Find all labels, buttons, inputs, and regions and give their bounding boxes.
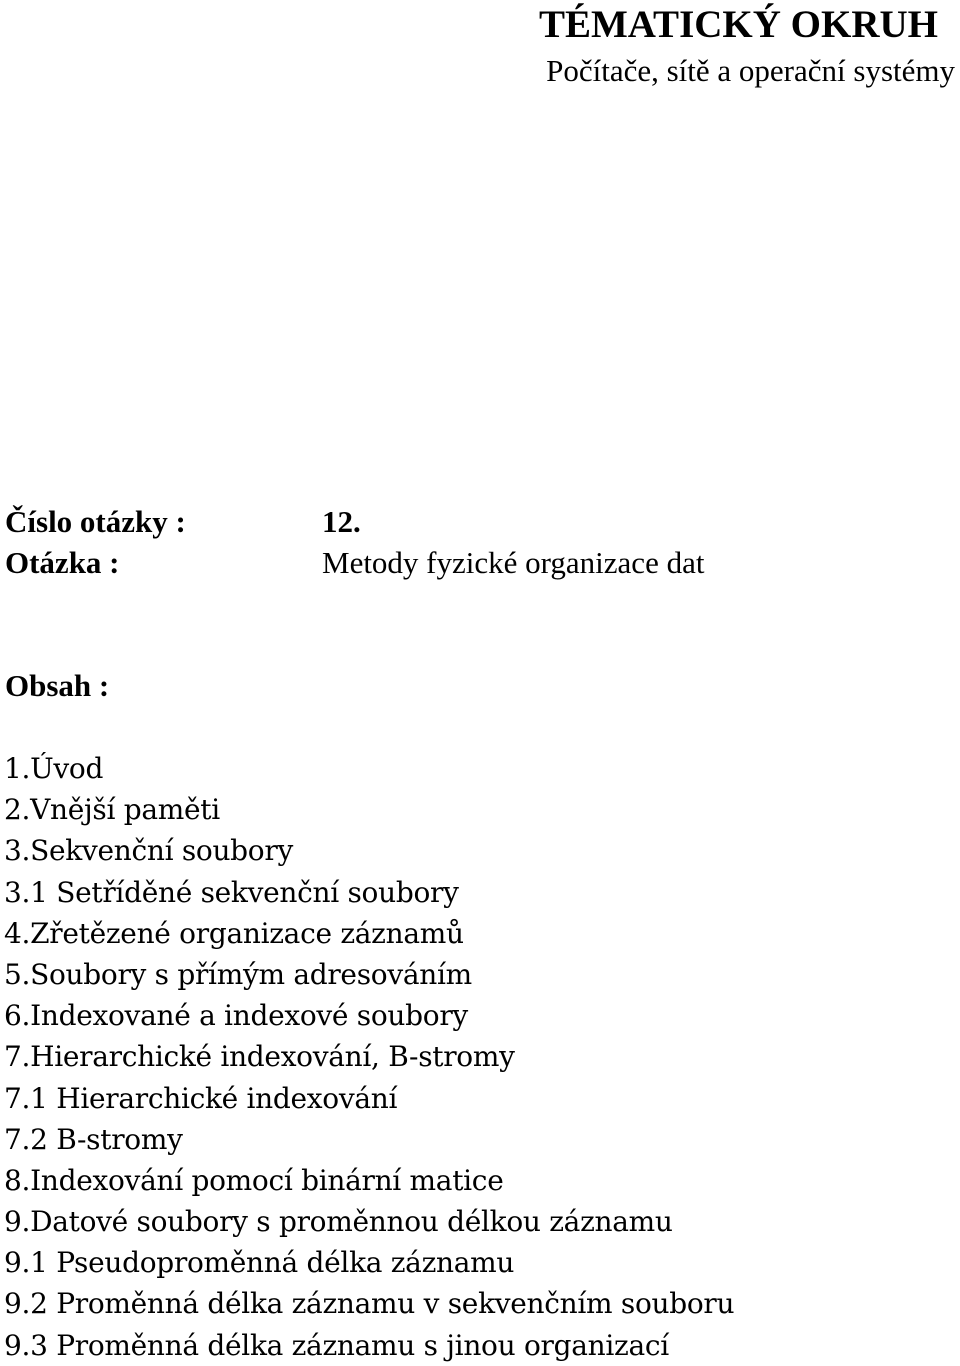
toc-item: 7.2 B-stromy [4,1122,183,1156]
toc-item: 9.3 Proměnná délka záznamu s jinou organizací [4,1328,669,1362]
toc-item: 5.Soubory s přímým adresováním [4,957,472,991]
toc-item: 2.Vnější paměti [4,793,220,827]
question-label: Otázka : [5,545,120,580]
toc-item: 8.Indexování pomocí binární matice [4,1163,504,1197]
question-value: Metody fyzické organizace dat [322,545,705,580]
toc-item: 3.1 Setříděné sekvenční soubory [4,875,459,909]
contents-label: Obsah : [5,668,110,703]
question-number-value: 12. [322,504,361,539]
question-number-label: Číslo otázky : [5,504,186,539]
toc-item: 7.Hierarchické indexování, B-stromy [4,1040,515,1074]
toc-item: 7.1 Hierarchické indexování [4,1081,398,1115]
document-title: TÉMATICKÝ OKRUH [538,3,938,46]
table-of-contents [4,748,734,1366]
toc-item: 1.Úvod [4,752,104,785]
toc-item: 6.Indexované a indexové soubory [4,999,468,1033]
document-subtitle: Počítače, sítě a operační systémy [546,53,955,88]
toc-item: 3.Sekvenční soubory [4,834,293,868]
toc-item: 9.1 Pseudoproměnná délka záznamu [4,1246,515,1280]
toc-item: 9.Datové soubory s proměnnou délkou záznamu [4,1205,673,1239]
toc-item: 9.2 Proměnná délka záznamu v sekvenčním souboru [4,1287,735,1321]
toc-item: 4.Zřetězené organizace záznamů [4,916,464,950]
